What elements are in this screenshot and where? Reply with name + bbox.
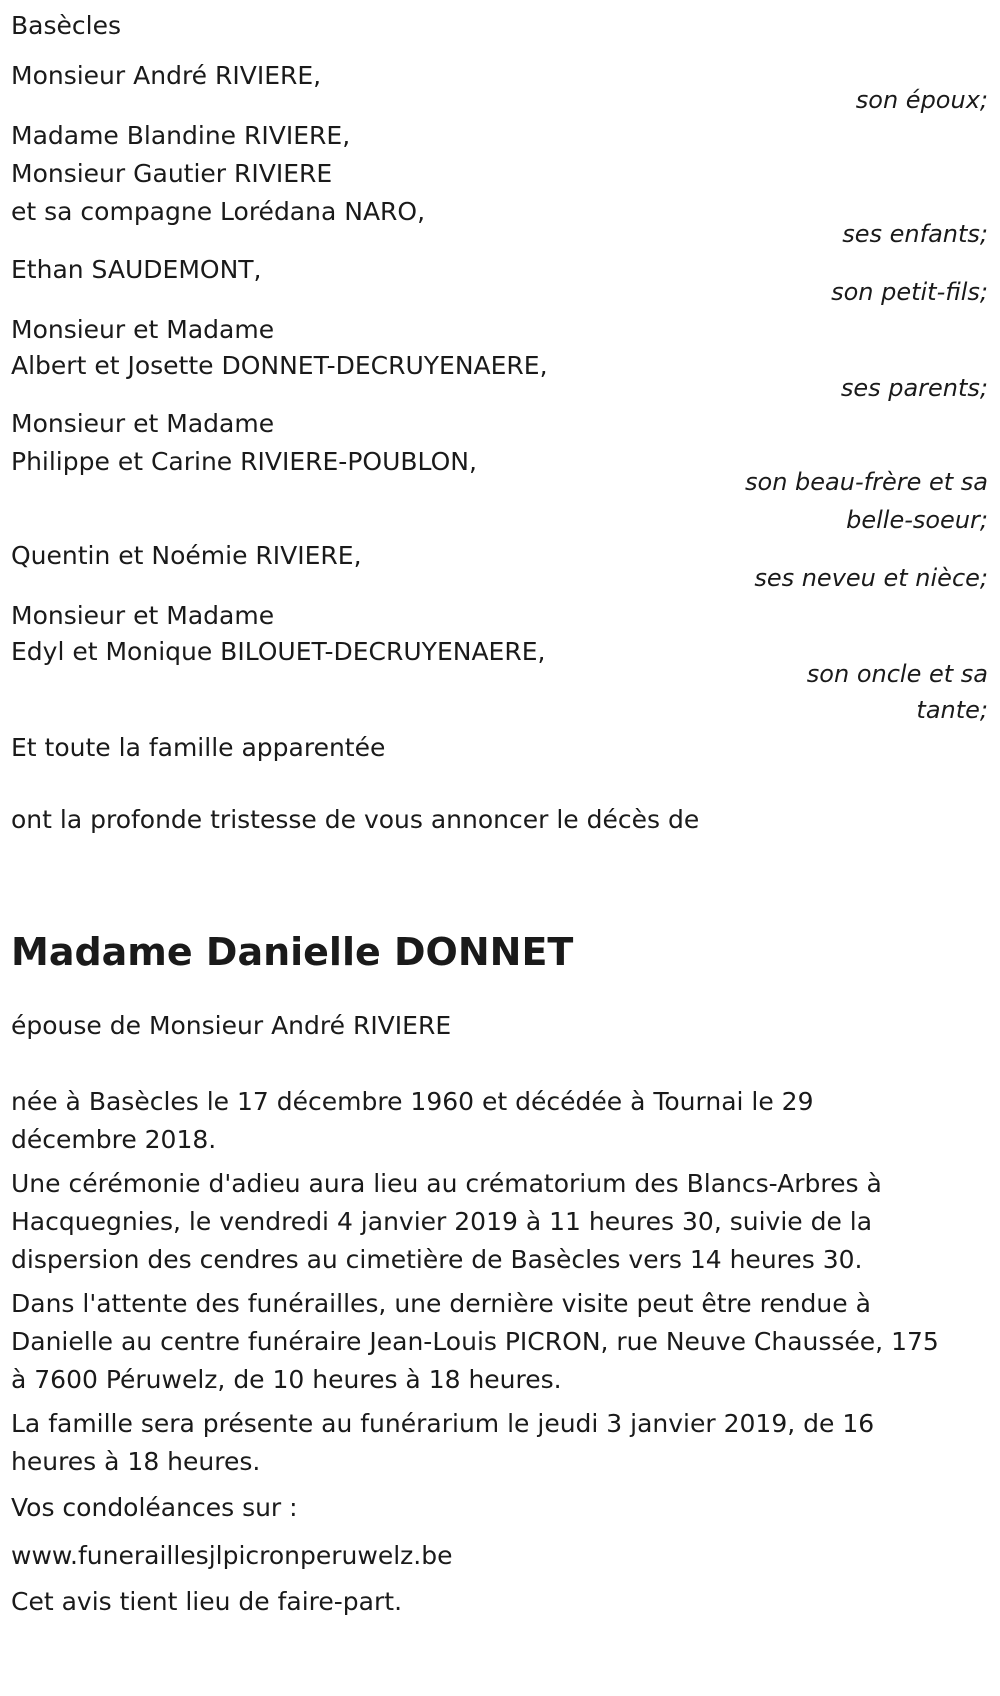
- website-link[interactable]: www.funeraillesjlpicronperuwelz.be: [11, 1541, 453, 1570]
- relation-label: ses enfants;: [842, 220, 988, 248]
- family-line: et sa compagne Lorédana NARO,: [11, 197, 426, 226]
- footer-note: Cet avis tient lieu de faire-part.: [11, 1587, 403, 1616]
- visit-line: à 7600 Péruwelz, de 10 heures à 18 heures.: [11, 1365, 562, 1394]
- ceremony-line: Hacquegnies, le vendredi 4 janvier 2019 à 11 heures 30, suivie de la: [11, 1207, 873, 1236]
- spouse-line: épouse de Monsieur André RIVIERE: [11, 1011, 452, 1040]
- visit-line: Dans l'attente des funérailles, une dernière visite peut être rendue à: [11, 1289, 871, 1318]
- family-line: Monsieur et Madame: [11, 409, 275, 438]
- family-line: Monsieur et Madame: [11, 601, 275, 630]
- relation-label: ses neveu et nièce;: [754, 564, 988, 592]
- birth-death-line: née à Basècles le 17 décembre 1960 et décédée à Tournai le 29: [11, 1087, 814, 1116]
- birth-death-line: décembre 2018.: [11, 1125, 217, 1154]
- family-line: Monsieur Gautier RIVIERE: [11, 159, 333, 188]
- family-line: Albert et Josette DONNET-DECRUYENAERE,: [11, 351, 548, 380]
- family-line: Quentin et Noémie RIVIERE,: [11, 541, 362, 570]
- presence-line: La famille sera présente au funérarium le jeudi 3 janvier 2019, de 16: [11, 1409, 875, 1438]
- ceremony-line: Une cérémonie d'adieu aura lieu au crématorium des Blancs-Arbres à: [11, 1169, 882, 1198]
- condolences-label: Vos condoléances sur :: [11, 1493, 298, 1522]
- relation-label: son oncle et sa: [806, 660, 988, 688]
- family-line: Monsieur André RIVIERE,: [11, 61, 322, 90]
- family-line: Edyl et Monique BILOUET-DECRUYENAERE,: [11, 637, 546, 666]
- relation-label: ses parents;: [840, 374, 988, 402]
- ceremony-line: dispersion des cendres au cimetière de Basècles vers 14 heures 30.: [11, 1245, 863, 1274]
- relation-label: tante;: [916, 696, 988, 724]
- relation-label: son beau-frère et sa: [745, 468, 988, 496]
- announcement-text: ont la profonde tristesse de vous annoncer le décès de: [11, 805, 700, 834]
- family-line: Madame Blandine RIVIERE,: [11, 121, 351, 150]
- family-line: Ethan SAUDEMONT,: [11, 255, 262, 284]
- visit-line: Danielle au centre funéraire Jean-Louis PICRON, rue Neuve Chaussée, 175: [11, 1327, 939, 1356]
- place-name: Basècles: [11, 11, 121, 40]
- family-line: Philippe et Carine RIVIERE-POUBLON,: [11, 447, 477, 476]
- deceased-name: Madame Danielle DONNET: [11, 930, 574, 974]
- family-line: Monsieur et Madame: [11, 315, 275, 344]
- relation-label: son époux;: [855, 86, 988, 114]
- relation-label: belle-soeur;: [846, 506, 988, 534]
- presence-line: heures à 18 heures.: [11, 1447, 261, 1476]
- relation-label: son petit-fils;: [831, 278, 988, 306]
- closing-family: Et toute la famille apparentée: [11, 733, 386, 762]
